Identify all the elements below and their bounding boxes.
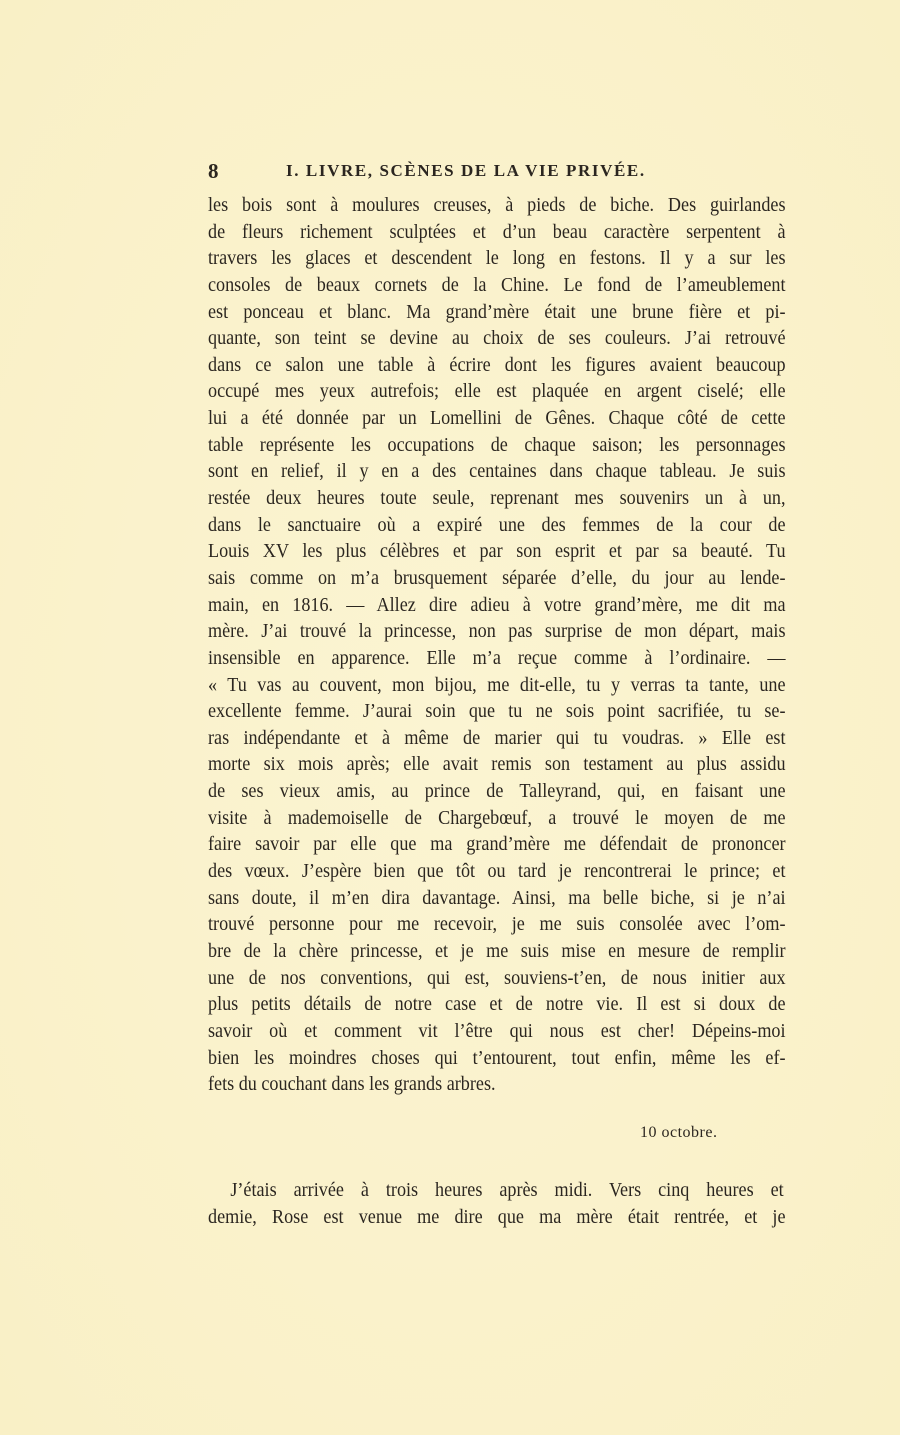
text-line: de fleurs richement sculptées et d’un beau caractère serpentent à bbox=[208, 221, 786, 243]
text-line: dans ce salon une table à écrire dont les figures avaient beaucoup bbox=[208, 354, 786, 376]
text-line: morte six mois après; elle avait remis son testament au plus assidu bbox=[208, 754, 786, 776]
text-line: bre de la chère princesse, et je me suis mise en mesure de remplir bbox=[208, 940, 786, 962]
text-line: dans le sanctuaire où a expiré une des femmes de la cour de bbox=[208, 514, 786, 536]
text-line: excellente femme. J’aurai soin que tu ne sois point sacrifiée, tu se- bbox=[208, 701, 786, 723]
page-number: 8 bbox=[208, 159, 219, 183]
text-line: consoles de beaux cornets de la Chine. Le fond de l’ameublement bbox=[208, 274, 786, 296]
text-line: sans doute, il m’en dira davantage. Ainsi, ma belle biche, si je n’ai bbox=[208, 887, 786, 909]
text-line: main, en 1816. — Allez dire adieu à votre grand’mère, me dit ma bbox=[208, 594, 786, 616]
text-line: sont en relief, il y en a des centaines dans chaque tableau. Je suis bbox=[208, 461, 786, 483]
text-line: sais comme on m’a brusquement séparée d’elle, du jour au lende- bbox=[208, 567, 786, 589]
text-line: des vœux. J’espère bien que tôt ou tard je rencontrerai le prince; et bbox=[208, 861, 786, 883]
text-line: est ponceau et blanc. Ma grand’mère était une brune fière et pi- bbox=[208, 301, 786, 323]
text-line: quante, son teint se devine au choix de ses couleurs. J’ai retrouvé bbox=[208, 328, 786, 350]
text-line: savoir où et comment vit l’être qui nous est cher! Dépeins-moi bbox=[208, 1020, 786, 1042]
body-text bbox=[208, 193, 786, 1099]
text-line: J’étais arrivée à trois heures après midi. Vers cinq heures et bbox=[230, 1180, 784, 1201]
text-line: insensible en apparence. Elle m’a reçue comme à l’ordinaire. — bbox=[208, 647, 786, 669]
text-line: table représente les occupations de chaque saison; les personnages bbox=[208, 434, 786, 456]
text-line: trouvé personne pour me recevoir, je me suis consolée avec l’om- bbox=[208, 914, 786, 936]
page-header bbox=[208, 159, 785, 185]
text-line: mère. J’ai trouvé la princesse, non pas surprise de mon départ, mais bbox=[208, 621, 786, 643]
date-heading: 10 octobre. bbox=[640, 1124, 718, 1141]
text-line: une de nos conventions, qui est, souviens-t’en, de nous initier aux bbox=[208, 967, 786, 989]
text-line: ras indépendante et à même de marier qui tu voudras. » Elle est bbox=[208, 727, 786, 749]
text-line: les bois sont à moulures creuses, à pieds de biche. Des guirlandes bbox=[208, 195, 786, 216]
text-line: fets du couchant dans les grands arbres. bbox=[208, 1074, 496, 1096]
running-title: I. LIVRE, SCÈNES DE LA VIE PRIVÉE. bbox=[286, 161, 646, 180]
second-paragraph bbox=[208, 1178, 786, 1231]
text-line: lui a été donnée par un Lomellini de Gênes. Chaque côté de cette bbox=[208, 408, 786, 430]
text-line: occupé mes yeux autrefois; elle est plaquée en argent ciselé; elle bbox=[208, 381, 786, 403]
text-line: visite à mademoiselle de Chargebœuf, a trouvé le moyen de me bbox=[208, 807, 786, 829]
text-line: bien les moindres choses qui t’entourent, tout enfin, même les ef- bbox=[208, 1047, 786, 1069]
text-line: travers les glaces et descendent le long en festons. Il y a sur les bbox=[208, 248, 786, 270]
text-line: « Tu vas au couvent, mon bijou, me dit-elle, tu y verras ta tante, une bbox=[208, 674, 786, 696]
text-line: restée deux heures toute seule, reprenant mes souvenirs un à un, bbox=[208, 488, 786, 510]
text-line: faire savoir par elle que ma grand’mère me défendait de prononcer bbox=[208, 834, 786, 856]
text-line: Louis XV les plus célèbres et par son esprit et par sa beauté. Tu bbox=[208, 541, 786, 563]
text-line: de ses vieux amis, au prince de Talleyrand, qui, en faisant une bbox=[208, 781, 786, 803]
text-line: demie, Rose est venue me dire que ma mère était rentrée, et je bbox=[208, 1206, 786, 1228]
text-line: plus petits détails de notre case et de notre vie. Il est si doux de bbox=[208, 994, 786, 1016]
